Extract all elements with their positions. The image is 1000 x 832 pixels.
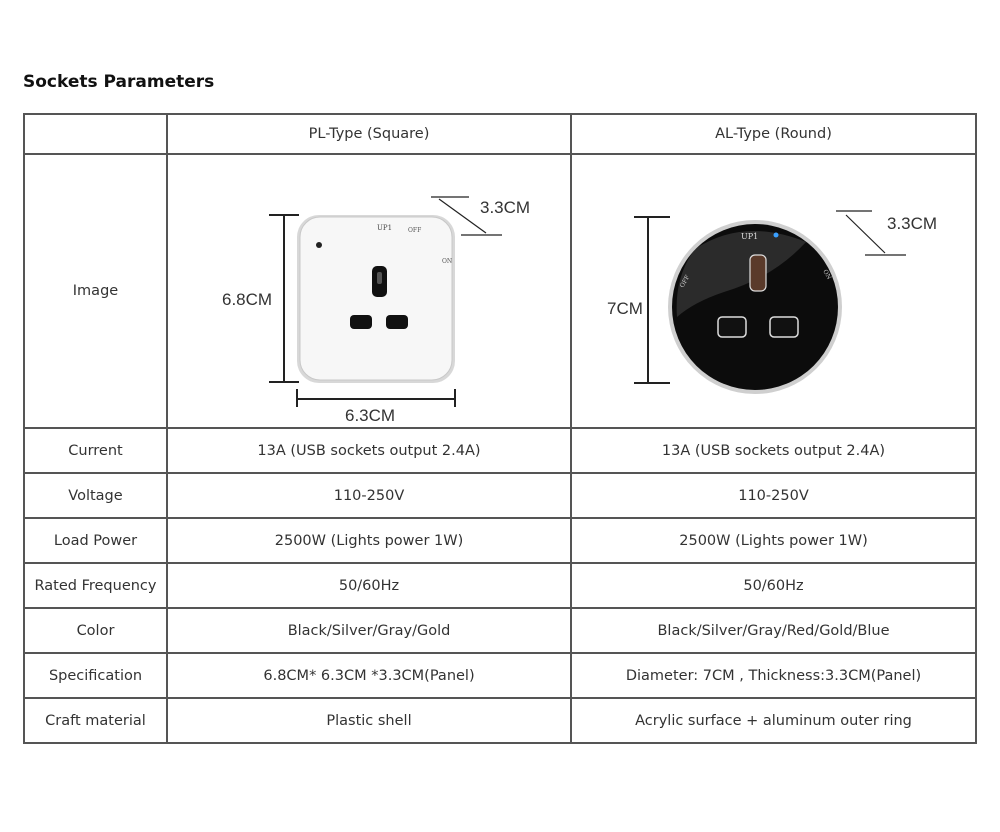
al-live-pin-hole [718,317,746,337]
pl-socket-illustration [169,157,569,425]
al-value: 50/60Hz [571,563,976,608]
al-value: 2500W (Lights power 1W) [571,518,976,563]
al-depth-line [846,215,885,253]
pl-live-pin-hole [350,315,372,329]
image-row [24,154,976,428]
pl-badge-text: UP1 [377,224,393,232]
pl-value: Plastic shell [167,698,571,743]
row-label: Current [24,428,167,473]
row-label: Rated Frequency [24,563,167,608]
row-label: Craft material [24,698,167,743]
al-depth-label: 3.3CM [886,214,937,233]
pl-height-label: 6.8CM [222,290,273,309]
table-row [24,608,976,653]
page-title: Sockets Parameters [23,72,215,92]
al-badge-text: UP1 [740,232,758,241]
al-value: 13A (USB sockets output 2.4A) [571,428,976,473]
pl-value: 6.8CM* 6.3CM *3.3CM(Panel) [167,653,571,698]
pl-depth-label: 3.3CM [480,198,531,217]
al-height-label: 7CM [606,299,643,318]
pl-indicator-dot [316,242,322,248]
pl-on-text: ON [442,258,453,265]
al-value: Black/Silver/Gray/Red/Gold/Blue [571,608,976,653]
row-label: Color [24,608,167,653]
al-socket-image-cell [571,154,976,428]
table-row [24,428,976,473]
pl-value: 13A (USB sockets output 2.4A) [167,428,571,473]
pl-value: 110-250V [167,473,571,518]
header-empty-cell [24,114,167,154]
al-off-text: OFF [678,274,691,289]
table-header-row [24,114,976,154]
al-value: 110-250V [571,473,976,518]
al-on-text: ON [820,268,832,281]
row-label-image: Image [24,154,167,428]
al-blue-led [773,233,778,238]
table-row [24,653,976,698]
al-earth-pin-hole [750,255,766,291]
pl-socket-image-cell [167,154,571,428]
parameters-table [23,113,977,744]
pl-value: Black/Silver/Gray/Gold [167,608,571,653]
header-pl-type: PL-Type (Square) [167,114,571,154]
table-row [24,563,976,608]
pl-value: 50/60Hz [167,563,571,608]
table-row [24,473,976,518]
pl-off-text: OFF [408,227,422,234]
table-row [24,518,976,563]
row-label: Voltage [24,473,167,518]
al-value: Diameter: 7CM , Thickness:3.3CM(Panel) [571,653,976,698]
al-socket-illustration [574,157,974,425]
al-value: Acrylic surface + aluminum outer ring [571,698,976,743]
row-label: Specification [24,653,167,698]
al-neutral-pin-hole [770,317,798,337]
pl-socket-panel [300,217,452,380]
row-label: Load Power [24,518,167,563]
table-row [24,698,976,743]
pl-value: 2500W (Lights power 1W) [167,518,571,563]
pl-neutral-pin-hole [386,315,408,329]
header-al-type: AL-Type (Round) [571,114,976,154]
pl-width-label: 6.3CM [345,406,396,425]
